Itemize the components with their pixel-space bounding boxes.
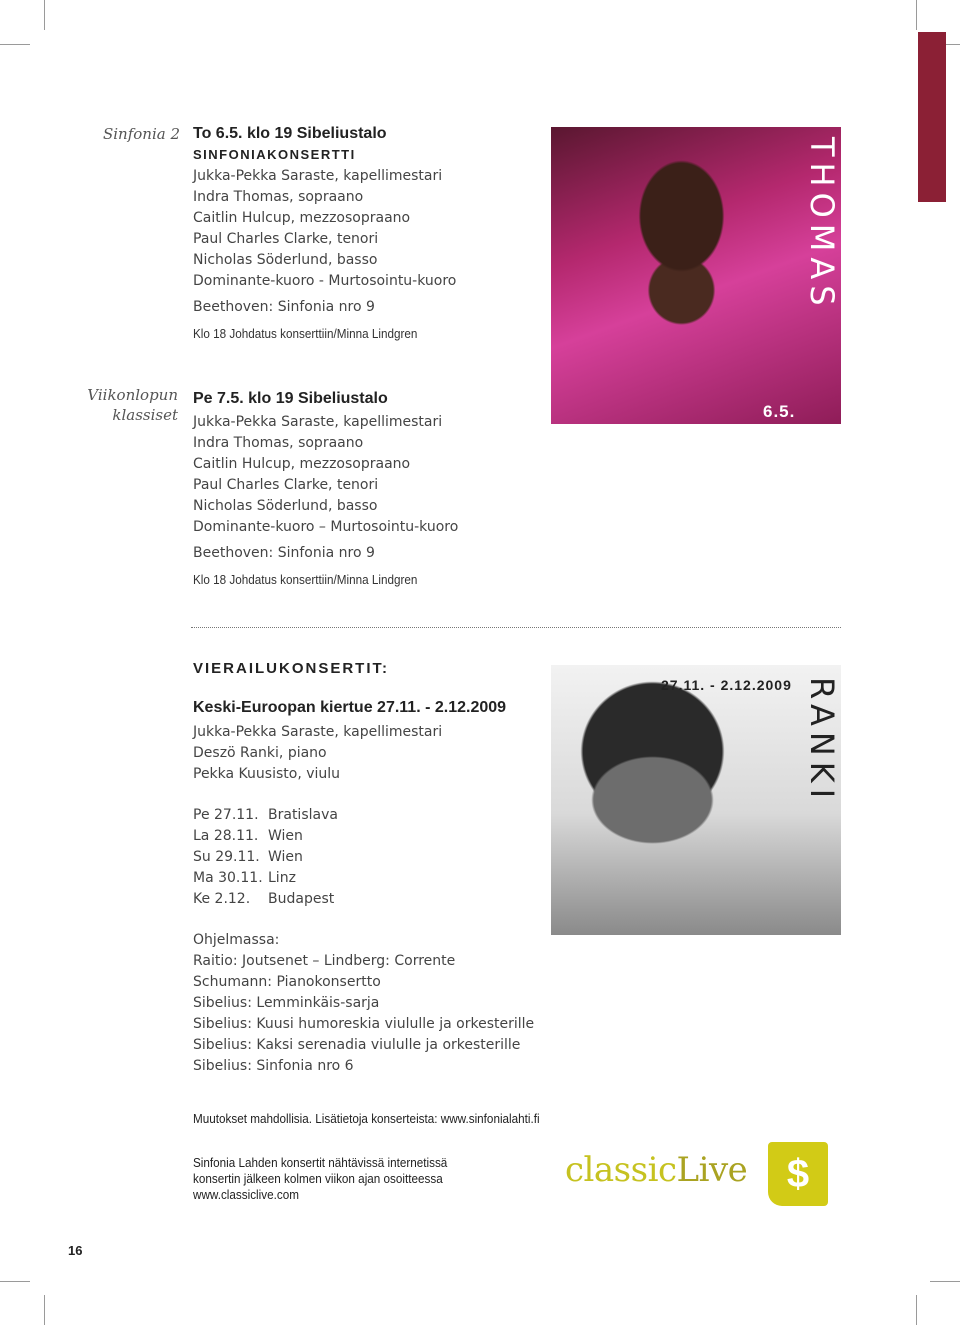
program-list — [193, 930, 543, 1077]
stream-note-line: konsertin jälkeen kolmen viikon ajan osoitteessa — [193, 1171, 443, 1186]
tour-date-row — [193, 889, 543, 910]
side-label-weekend — [70, 385, 178, 425]
logo-text-classic: classic — [565, 1150, 677, 1190]
artist-photo-ranki — [551, 665, 841, 935]
performer-line: Jukka-Pekka Saraste, kapellimestari — [193, 168, 443, 184]
concert-block-2 — [193, 389, 523, 590]
program-item: Schumann: Pianokonsertto — [193, 974, 381, 990]
tour-date-row — [193, 805, 543, 826]
tour-section-title: VIERAILUKONSERTIT: — [193, 660, 390, 677]
tour-date: Ke 2.12. — [193, 891, 251, 907]
intro-note: Klo 18 Johdatus konserttiin/Minna Lindgren — [193, 572, 418, 587]
program-label: Ohjelmassa: — [193, 932, 280, 948]
tour-city: Bratislava — [268, 807, 338, 823]
program-line: Beethoven: Sinfonia nro 9 — [193, 545, 375, 561]
logo-text-live: Live — [676, 1150, 748, 1190]
performer-line: Nicholas Söderlund, basso — [193, 498, 378, 514]
photo-date: 6.5. — [763, 402, 796, 421]
stream-note — [193, 1155, 476, 1203]
crop-mark — [44, 1295, 45, 1325]
performer-line: Jukka-Pekka Saraste, kapellimestari — [193, 414, 443, 430]
performer-line: Dominante-kuoro – Murtosointu-kuoro — [193, 519, 459, 535]
section-tab — [918, 32, 946, 202]
concert-subtitle: SINFONIAKONSERTTI — [193, 147, 356, 162]
section-divider — [191, 627, 841, 628]
tour-date-row — [193, 826, 543, 847]
artist-name-vertical: RANKI — [803, 677, 841, 805]
tour-date-row — [193, 868, 543, 889]
performer-line: Paul Charles Clarke, tenori — [193, 477, 379, 493]
tour-date: Pe 27.11. — [193, 807, 259, 823]
tour-heading: Keski-Euroopan kiertue 27.11. - 2.12.2009 — [193, 699, 507, 716]
classiclive-logo — [565, 1150, 747, 1190]
side-label-line: Viikonlopun — [87, 386, 178, 404]
concert-block-1 — [193, 124, 523, 344]
program-line: Beethoven: Sinfonia nro 9 — [193, 299, 375, 315]
program-item: Sibelius: Kaksi serenadia viululle ja orkesterille — [193, 1037, 521, 1053]
tour-date: Su 29.11. — [193, 849, 260, 865]
crop-mark — [916, 0, 917, 30]
program-item: Sibelius: Sinfonia nro 6 — [193, 1058, 354, 1074]
changes-note: Muutokset mahdollisia. Lisätietoja konserteista: www.sinfonialahti.fi — [193, 1111, 540, 1126]
performer-line: Pekka Kuusisto, viulu — [193, 766, 341, 782]
performer-line: Jukka-Pekka Saraste, kapellimestari — [193, 724, 443, 740]
tour-city: Wien — [268, 828, 303, 844]
crop-mark — [0, 44, 30, 45]
concert-heading: To 6.5. klo 19 Sibeliustalo — [193, 125, 387, 142]
stream-note-line: Sinfonia Lahden konsertit nähtävissä internetissä — [193, 1155, 448, 1170]
tour-city: Wien — [268, 849, 303, 865]
program-item: Sibelius: Lemminkäis-sarja — [193, 995, 380, 1011]
photo-date: 7.5. — [763, 424, 796, 443]
side-label-sinfonia: Sinfonia 2 — [102, 125, 180, 143]
performer-line: Nicholas Söderlund, basso — [193, 252, 378, 268]
performer-line: Caitlin Hulcup, mezzosopraano — [193, 456, 411, 472]
crop-mark — [44, 0, 45, 30]
tour-date-row — [193, 847, 543, 868]
crop-mark — [916, 1295, 917, 1325]
artist-name-vertical: THOMAS — [803, 137, 841, 312]
performer-line: Deszö Ranki, piano — [193, 745, 327, 761]
intro-note: Klo 18 Johdatus konserttiin/Minna Lindgren — [193, 326, 418, 341]
program-item: Sibelius: Kuusi humoreskia viululle ja orkesterille — [193, 1016, 535, 1032]
stream-note-line: www.classiclive.com — [193, 1187, 299, 1202]
side-label-line: klassiset — [112, 406, 178, 424]
tour-dates-list — [193, 805, 543, 910]
classiclive-badge-icon: $ — [768, 1142, 828, 1206]
performer-line: Dominante-kuoro - Murtosointu-kuoro — [193, 273, 457, 289]
page-number: 16 — [68, 1243, 83, 1258]
photo-date: 27.11. - 2.12.2009 — [661, 677, 792, 693]
tour-date: Ma 30.11. — [193, 870, 263, 886]
performer-line: Paul Charles Clarke, tenori — [193, 231, 379, 247]
performer-line: Indra Thomas, sopraano — [193, 189, 364, 205]
tour-city: Budapest — [268, 891, 335, 907]
tour-date: La 28.11. — [193, 828, 259, 844]
crop-mark — [0, 1281, 30, 1282]
performer-line: Caitlin Hulcup, mezzosopraano — [193, 210, 411, 226]
program-item: Raitio: Joutsenet – Lindberg: Corrente — [193, 953, 456, 969]
tour-block — [193, 658, 543, 1077]
crop-mark — [930, 1281, 960, 1282]
artist-photo-thomas — [551, 127, 841, 443]
tour-city: Linz — [268, 870, 296, 886]
concert-heading: Pe 7.5. klo 19 Sibeliustalo — [193, 390, 388, 407]
performer-line: Indra Thomas, sopraano — [193, 435, 364, 451]
